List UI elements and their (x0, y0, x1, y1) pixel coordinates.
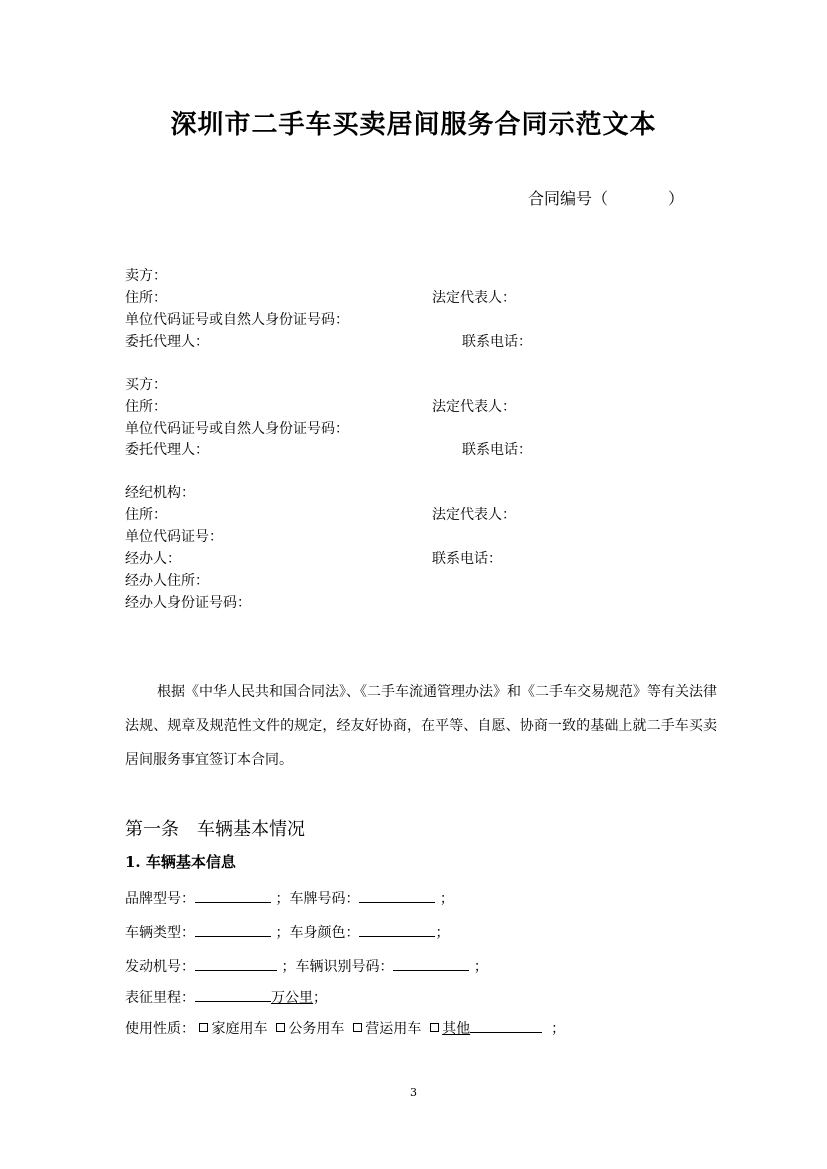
engine-number-blank[interactable] (195, 956, 277, 971)
usage-option-family: 家庭用车 (211, 1021, 268, 1037)
vehicle-info-heading: 1. 车辆基本信息 (125, 853, 236, 871)
preamble-paragraph: 根据《中华人民共和国合同法》、《二手车流通管理办法》和《二手车交易规范》等有关法律法规、规章及规范性文件的规定，经友好协商，在平等、自愿、协商一致的基础上就二手车买卖居间服务事宜签订本合同。 (125, 684, 717, 768)
usage-option-commercial: 营运用车 (365, 1021, 422, 1037)
broker-legal-rep: 法定代表人： (432, 507, 516, 523)
buyer-id-number: 单位代码证号或自然人身份证号码： (125, 421, 349, 437)
semicolon: ； (435, 925, 450, 941)
broker-handler-id: 经办人身份证号码： (125, 595, 251, 611)
checkbox-official[interactable] (276, 1023, 285, 1032)
semicolon: ； (551, 1021, 566, 1037)
engine-number-label: 发动机号： (125, 959, 195, 975)
semicolon: ； (313, 990, 327, 1006)
seller-phone: 联系电话： (462, 334, 532, 350)
usage-row (125, 1018, 565, 1038)
color-label: ；车身颜色： (275, 925, 360, 941)
mileage-unit: 万公里 (271, 990, 313, 1006)
seller-id-number: 单位代码证号或自然人身份证号码： (125, 312, 349, 328)
usage-option-official: 公务用车 (288, 1021, 345, 1037)
seller-agent: 委托代理人： (125, 334, 209, 350)
mileage-blank[interactable] (195, 987, 271, 1002)
broker-code: 单位代码证号： (125, 529, 223, 545)
page-number: 3 (410, 1086, 417, 1099)
usage-other-blank[interactable] (470, 1018, 542, 1033)
mileage-row (125, 987, 327, 1007)
vin-label: ；车辆识别号码： (281, 959, 394, 975)
seller-address: 住所： (125, 290, 167, 306)
seller-legal-rep: 法定代表人： (432, 290, 516, 306)
vehicle-type-label: 车辆类型： (125, 925, 195, 941)
plate-number-label: ；车牌号码： (275, 891, 360, 907)
brand-model-label: 品牌型号： (125, 891, 195, 907)
contract-number-close: ） (668, 189, 685, 208)
buyer-label: 买方： (125, 377, 167, 393)
checkbox-commercial[interactable] (353, 1023, 362, 1032)
contract-number (528, 186, 684, 209)
checkbox-other[interactable] (430, 1023, 439, 1032)
buyer-phone: 联系电话： (462, 442, 532, 458)
broker-phone: 联系电话： (432, 551, 502, 567)
plate-number-blank[interactable] (359, 888, 435, 903)
type-color-row (125, 922, 449, 942)
document-title: 深圳市二手车买卖居间服务合同示范文本 (170, 110, 657, 140)
brand-model-blank[interactable] (195, 888, 271, 903)
contract-number-label: 合同编号（ (528, 189, 609, 208)
checkbox-family[interactable] (199, 1023, 208, 1032)
engine-vin-row (125, 956, 488, 976)
brand-plate-row (125, 888, 454, 908)
seller-label: 卖方： (125, 268, 167, 284)
mileage-label: 表征里程： (125, 990, 195, 1006)
broker-handler: 经办人： (125, 551, 181, 567)
vehicle-type-blank[interactable] (195, 922, 271, 937)
usage-option-other: 其他 (442, 1021, 471, 1037)
buyer-legal-rep: 法定代表人： (432, 399, 516, 415)
vin-blank[interactable] (393, 956, 469, 971)
broker-org: 经纪机构： (125, 485, 195, 501)
broker-address: 住所： (125, 507, 167, 523)
buyer-address: 住所： (125, 399, 167, 415)
usage-label: 使用性质： (125, 1021, 195, 1037)
color-blank[interactable] (359, 922, 435, 937)
semicolon: ； (439, 891, 454, 907)
buyer-agent: 委托代理人： (125, 442, 209, 458)
article-1-heading: 第一条 车辆基本情况 (125, 819, 305, 840)
semicolon: ； (473, 959, 488, 975)
broker-handler-address: 经办人住所： (125, 573, 209, 589)
